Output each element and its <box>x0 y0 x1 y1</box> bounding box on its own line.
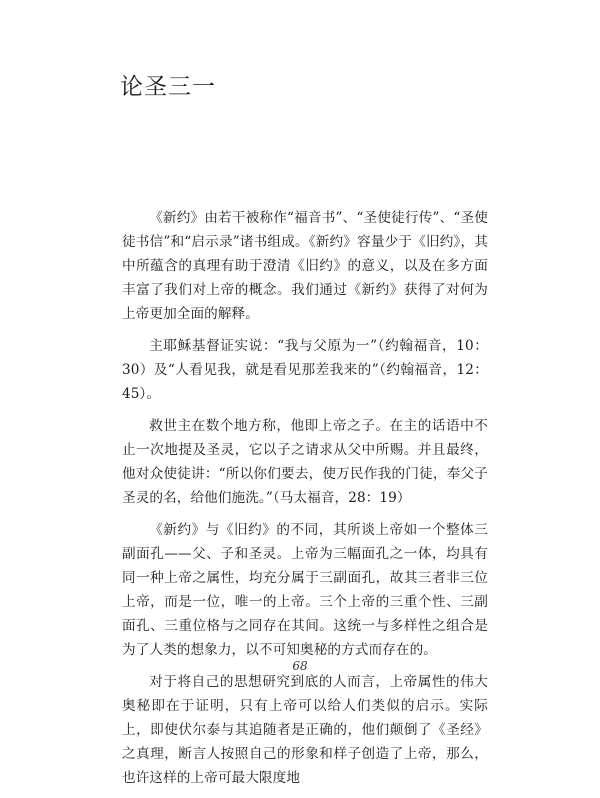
page-number: 68 <box>292 659 308 673</box>
chapter-title: 论圣三一 <box>120 74 216 100</box>
body-text <box>122 206 488 798</box>
paragraph: 主耶稣基督证实说：“我与父原为一”（约翰福音，10：30）及“人看见我，就是看见那差我来的”（约翰福音，12：45）。 <box>122 338 488 402</box>
paragraph: 救世主在数个地方称，他即上帝之子。在主的话语中不止一次地提及圣灵，它以子之请求从父中所赐。并且最终，他对众使徒讲：“所以你们要去，使万民作我的门徒，奉父子圣灵的名，给他们施洗。”（马太福音，28：19） <box>122 418 488 506</box>
paragraph: 对于将自己的思想研究到底的人而言，上帝属性的伟大奥秘即在于证明，只有上帝可以给人们类似的启示。实际上，即使伏尔泰与其追随者是正确的，他们颠倒了《圣经》之真理，断言人按照自己的形象和样子创造了上帝，那么，也许这样的上帝可最大限度地 <box>122 674 488 786</box>
paragraph: 《新约》与《旧约》的不同，其所谈上帝如一个整体三副面孔——父、子和圣灵。上帝为三幅面孔之一体，均具有同一种上帝之属性，均充分属于三副面孔，故其三者非三位上帝，而是一位，唯一的上帝。三个上帝的三重个性、三副面孔、三重位格与之同存在其间。这统一与多样性之组合是为了人类的想象力，以不可知奥秘的方式而存在的。 <box>122 522 488 658</box>
paragraph: 《新约》由若干被称作“福音书”、“圣使徒行传”、“圣使徒书信”和“启示录”诸书组成。《新约》容量少于《旧约》，其中所蕴含的真理有助于澄清《旧约》的意义，以及在多方面丰富了我们对上帝的概念。我们通过《新约》获得了对何为上帝更加全面的解释。 <box>122 210 488 322</box>
